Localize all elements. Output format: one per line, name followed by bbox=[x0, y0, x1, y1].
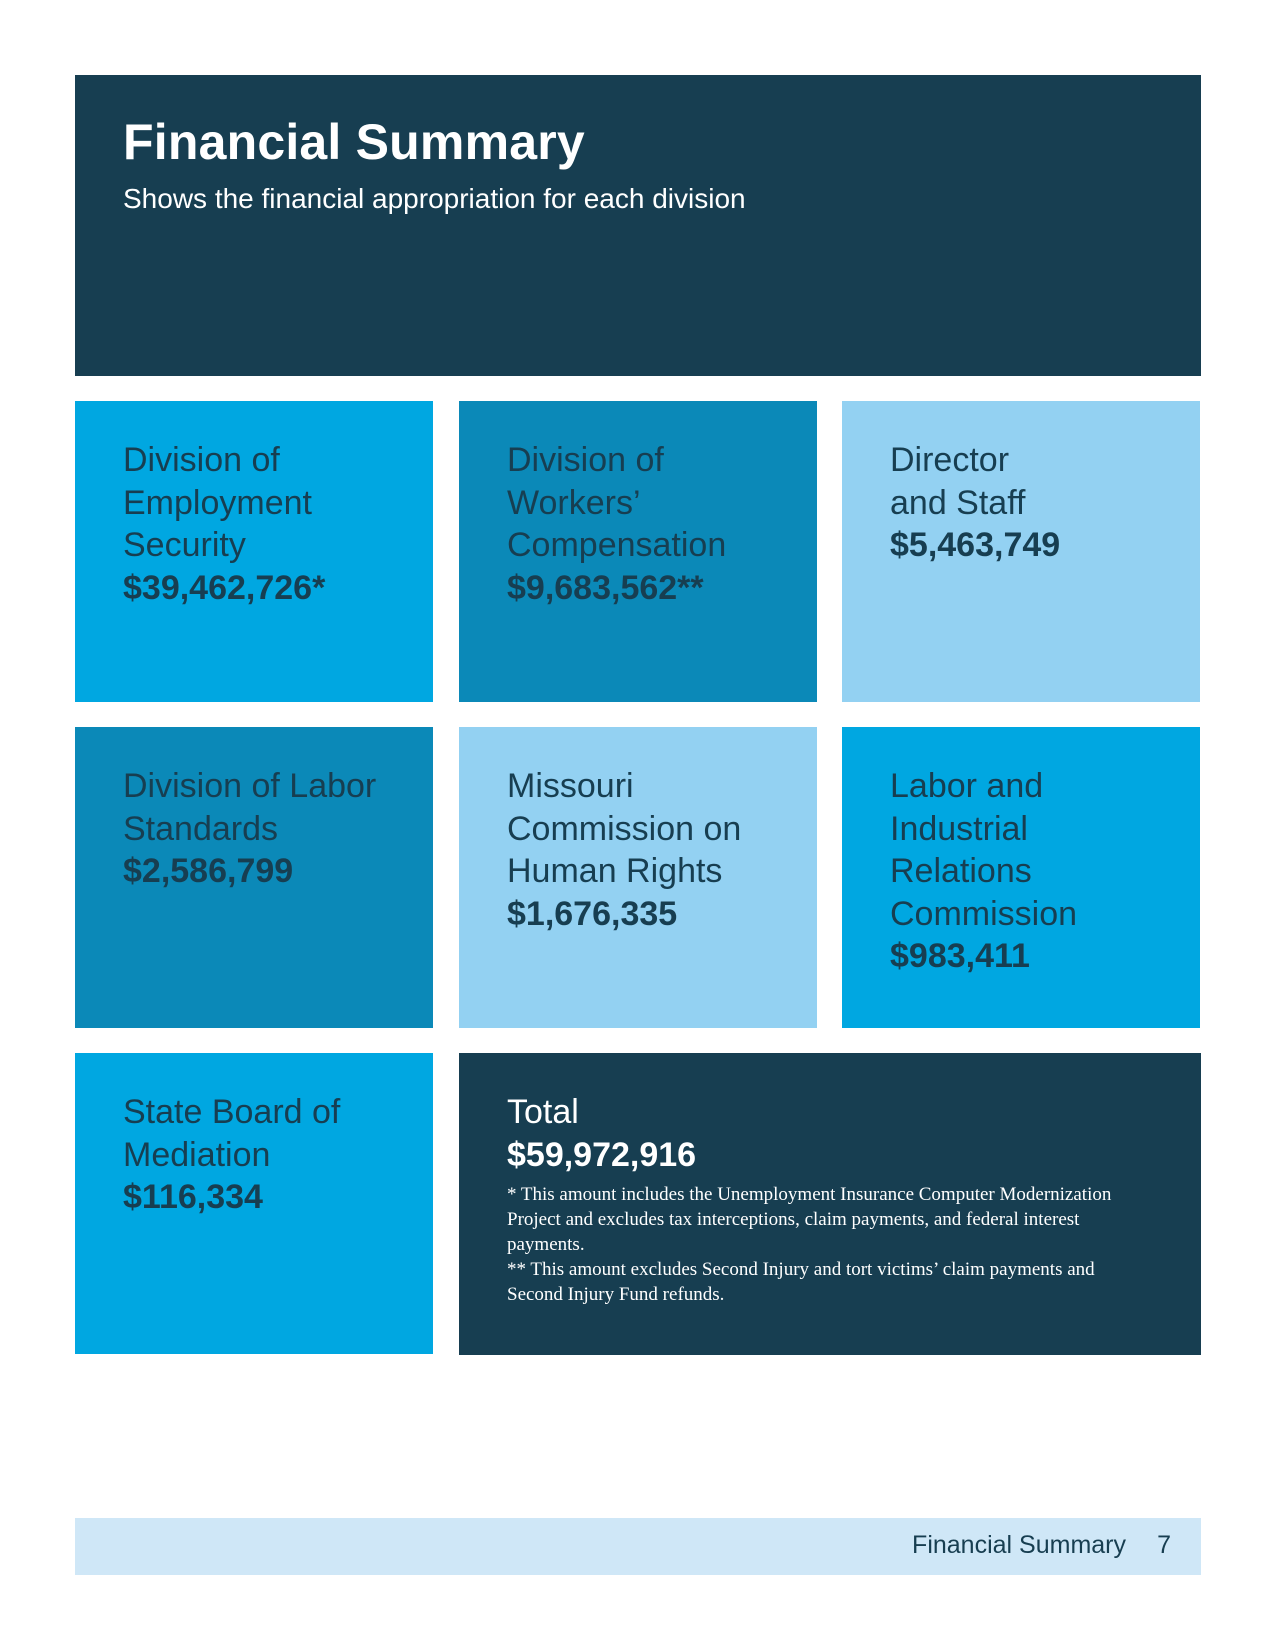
division-name: State Board of Mediation bbox=[123, 1093, 341, 1174]
footer-title: Financial Summary bbox=[912, 1531, 1126, 1559]
page-footer bbox=[75, 1518, 1201, 1575]
page-subtitle: Shows the financial appropriation for each division bbox=[123, 183, 746, 214]
footnote-double-asterisk: ** This amount excludes Second Injury and tort victims’ claim payments and Second Injury Fund refunds. bbox=[507, 1259, 1095, 1305]
page-number: 7 bbox=[1157, 1531, 1171, 1559]
division-amount: $2,586,799 bbox=[123, 852, 294, 890]
division-amount: $39,462,726* bbox=[123, 568, 326, 607]
summary-header bbox=[75, 75, 1201, 376]
division-amount: $983,411 bbox=[890, 937, 1030, 975]
total-panel bbox=[459, 1053, 1201, 1355]
division-name: Division of Workers’ Compensation bbox=[507, 441, 727, 564]
tile-board-of-mediation bbox=[75, 1053, 433, 1354]
division-amount: $1,676,335 bbox=[507, 894, 678, 933]
tile-director-staff bbox=[842, 401, 1200, 702]
division-name: Division of Employment Security bbox=[123, 441, 312, 564]
division-name: Director and Staff bbox=[890, 441, 1026, 522]
tile-human-rights bbox=[459, 727, 817, 1028]
footnote-single-asterisk: * This amount includes the Unemployment Insurance Computer Modernization Project and excludes tax interceptions, claim payments, and federal interest payments. bbox=[507, 1184, 1112, 1255]
division-amount: $116,334 bbox=[123, 1178, 263, 1216]
total-amount: $59,972,916 bbox=[507, 1135, 697, 1174]
tile-industrial-relations bbox=[842, 727, 1200, 1028]
page-title: Financial Summary bbox=[123, 114, 585, 170]
division-amount: $9,683,562** bbox=[507, 568, 704, 607]
division-amount: $5,463,749 bbox=[890, 526, 1061, 564]
division-name: Labor and Industrial Relations Commission bbox=[890, 767, 1078, 933]
tile-labor-standards bbox=[75, 727, 433, 1028]
total-label: Total bbox=[507, 1093, 579, 1131]
division-name: Division of Labor Standards bbox=[123, 767, 377, 848]
tile-employment-security bbox=[75, 401, 433, 702]
division-name: Missouri Commission on Human Rights bbox=[507, 767, 742, 890]
tile-workers-compensation bbox=[459, 401, 817, 702]
